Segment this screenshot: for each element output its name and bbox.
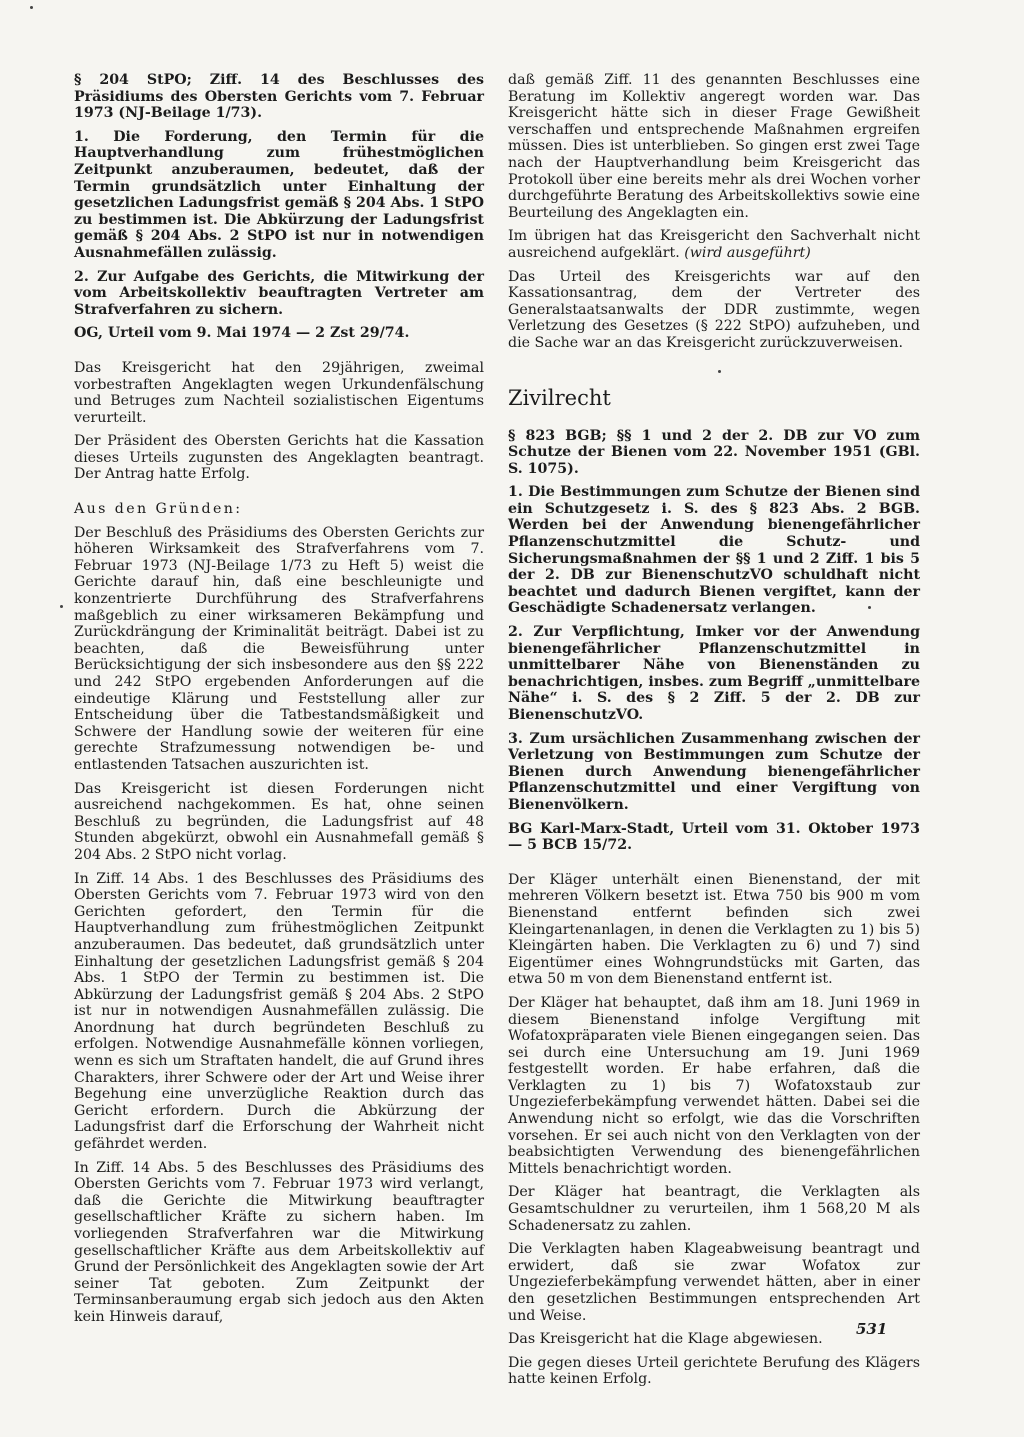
- body-paragraph: Die gegen dieses Urteil gerichtete Berufung des Klägers hatte keinen Erfolg.: [508, 1354, 920, 1388]
- headnote-1: 1. Die Forderung, den Termin für die Hauptverhandlung zum frühestmöglichen Zeitpunkt anzuberaumen, bedeutet, daß der Termin grundsätzlich unter Einhaltung der gesetzlichen Ladungsfrist gemäß § 204 Abs. 1 StPO zu bestimmen ist. Die Abkürzung der Ladungsfrist gemäß § 204 Abs. 2 StPO ist nur in notwendigen Ausnahmefällen zulässig.: [74, 128, 484, 261]
- scan-speck: [718, 370, 721, 373]
- court-citation: OG, Urteil vom 9. Mai 1974 — 2 Zst 29/74.: [74, 325, 410, 342]
- body-paragraph: [508, 228, 920, 261]
- right-column: [508, 72, 920, 1388]
- body-paragraph: Das Urteil des Kreisgerichts war auf den Kassationsantrag, dem der Vertreter des Generalstaatsanwalts der DDR zustimmte, wegen Verletzung des Gesetzes (§ 222 StPO) aufzuheben, und die Sache war an das Kreisgericht zurückzuverweisen.: [508, 268, 920, 351]
- body-paragraph: In Ziff. 14 Abs. 1 des Beschlusses des Präsidiums des Obersten Gerichts vom 7. Februar 1973 wird von den Gerichten gefordert, den Termin für die Hauptverhandlung zum frühestmöglichen Zeitpunkt anzuberaumen. Das bedeutet, daß grundsätzlich unter Einhaltung der gesetzlichen Ladungsfrist gemäß § 204 Abs. 1 StPO der Termin zu bestimmen ist. Die Abkürzung der Ladungsfrist gemäß § 204 Abs. 2 StPO ist nur in notwendigen Ausnahmefällen zulässig. Die Anordnung hat durch begründeten Beschluß zu erfolgen. Notwendige Ausnahmefälle können vorliegen, wenn es sich um Straftaten handelt, die auf Grund ihres Charakters, ihrer Schwere oder der Art und Weise ihrer Begehung eine unverzügliche Reaktion durch das Gericht erfordern. Durch die Abkürzung der Ladungsfrist darf die Erforschung der Wahrheit nicht gefährdet werden.: [74, 870, 484, 1153]
- scan-speck: [868, 606, 871, 609]
- body-paragraph: daß gemäß Ziff. 11 des genannten Beschlusses eine Beratung im Kollektiv angeregt worden war. Das Kreisgericht hätte sich in dieser Frage Gewißheit verschaffen und entsprechende Maßnahmen ergreifen müssen. Dies ist unterblieben. So gingen erst zwei Tage nach der Hauptverhandlung beim Kreisgericht das Protokoll über eine bereits mehr als drei Wochen vorher durchgeführte Beratung des Arbeitskollektivs sowie eine Beurteilung des Angeklagten ein.: [508, 72, 920, 221]
- body-paragraph: Der Kläger unterhält einen Bienenstand, der mit mehreren Völkern besetzt ist. Etwa 750 bis 900 m vom Bienenstand entfernt befinden sich zwei Kleingartenanlagen, in denen die Verklagten zu 1) bis 5) Kleingärten haben. Die Verklagten zu 6) und 7) sind Eigentümer eines Wohngrundstücks mit Garten, das etwa 50 m von dem Bienenstand entfernt ist.: [508, 871, 920, 988]
- left-column: [74, 72, 484, 1326]
- body-text: Im übrigen hat das Kreisgericht den Sachverhalt nicht ausreichend aufgeklärt.: [508, 228, 920, 261]
- statute-heading: § 823 BGB; §§ 1 und 2 der 2. DB zur VO zum Schutze der Bienen vom 22. November 1951 (GBl. S. 1075).: [508, 427, 920, 477]
- body-paragraph: Der Beschluß des Präsidiums des Obersten Gerichts zur höheren Wirksamkeit des Strafverfahrens vom 7. Februar 1973 (NJ-Beilage 1/73 zu Heft 5) weist die Gerichte darauf hin, daß eine beschleunigte und konzentrierte Durchführung des Strafverfahrens maßgeblich zu einer wirksameren Bekämpfung und Zurückdrängung der Kriminalität beiträgt. Dabei ist zu beachten, daß die Beweisführung unter Berücksichtigung der sich insbesondere aus den §§ 222 und 242 StPO ergebenden Anforderungen auf die eindeutige Klärung und Feststellung aller zur Entscheidung über die Tatbestandsmäßigkeit und Schwere der Handlung sowie der weiteren für eine gerechte Strafzumessung notwendigen be- und entlastenden Tatsachen auszurichten ist.: [74, 524, 484, 773]
- reasons-label: Aus den Gründen:: [74, 501, 243, 518]
- headnote-3: 3. Zum ursächlichen Zusammenhang zwischen der Verletzung von Bestimmungen zum Schutze der Bienen durch Anwendung bienengefährlicher Pflanzenschutzmittel und einer Vergiftung von Bienenvölkern.: [508, 730, 920, 813]
- page-number: 531: [856, 1320, 888, 1338]
- omission-note: (wird ausgeführt): [684, 244, 811, 261]
- body-paragraph: Der Kläger hat beantragt, die Verklagten als Gesamtschuldner zu verurteilen, ihm 1 568,20 M als Schadenersatz zu zahlen.: [508, 1184, 920, 1234]
- headnote-2: 2. Zur Verpflichtung, Imker vor der Anwendung bienengefährlicher Pflanzenschutzmittel in unmittelbarer Nähe von Bienenständen zu benachrichtigen, insbes. zum Begriff „unmittelbare Nähe“ i. S. des § 2 Ziff. 5 der 2. DB zur BienenschutzVO.: [508, 624, 920, 723]
- body-paragraph: Das Kreisgericht hat den 29jährigen, zweimal vorbestraften Angeklagten wegen Urkundenfälschung und Betruges zum Nachteil sozialistischen Eigentums verurteilt.: [74, 359, 484, 426]
- headnote-2: 2. Zur Aufgabe des Gerichts, die Mitwirkung der vom Arbeitskollektiv beauftragten Vertreter am Strafverfahren zu sichern.: [74, 268, 484, 318]
- court-citation: BG Karl-Marx-Stadt, Urteil vom 31. Oktober 1973 — 5 BCB 15/72.: [508, 820, 920, 854]
- body-paragraph: Der Präsident des Obersten Gerichts hat die Kassation dieses Urteils zugunsten des Angeklagten beantragt. Der Antrag hatte Erfolg.: [74, 433, 484, 483]
- body-paragraph: Der Kläger hat behauptet, daß ihm am 18. Juni 1969 in diesem Bienenstand infolge Vergiftung mit Wofatoxpräparaten viele Bienen eingegangen seien. Das sei durch eine Untersuchung am 19. Juni 1969 festgestellt worden. Er habe erfahren, daß die Verklagten zu 1) bis 7) Wofatoxstaub zur Ungezieferbekämpfung verwendet hätten. Dabei sei die Anwendung nicht so erfolgt, wie das die Vorschriften vorsehen. Er sei auch nicht von den Verklagten von der beabsichtigten Verwendung des bienengefährlichen Mittels benachrichtigt worden.: [508, 994, 920, 1177]
- statute-heading: § 204 StPO; Ziff. 14 des Beschlusses des Präsidiums des Obersten Gerichts vom 7. Februar 1973 (NJ-Beilage 1/73).: [74, 72, 484, 122]
- scan-speck: [30, 6, 33, 9]
- body-paragraph: Das Kreisgericht ist diesen Forderungen nicht ausreichend nachgekommen. Es hat, ohne seinen Beschluß zu begründen, die Ladungsfrist auf 48 Stunden abgekürzt, obwohl ein Ausnahmefall gemäß § 204 Abs. 2 StPO nicht vorlag.: [74, 780, 484, 863]
- body-paragraph: Das Kreisgericht hat die Klage abgewiesen.: [508, 1331, 823, 1348]
- body-paragraph: In Ziff. 14 Abs. 5 des Beschlusses des Präsidiums des Obersten Gerichts vom 7. Februar 1973 wird verlangt, daß die Gerichte die Mitwirkung beauftragter gesellschaftlicher Kräfte zu sichern haben. Im vorliegenden Strafverfahren war die Mitwirkung gesellschaftlicher Kräfte aus dem Arbeitskollektiv auf Grund der Persönlichkeit des Angeklagten sowie der Art seiner Tat geboten. Zum Zeitpunkt der Terminsanberaumung ergab sich jedoch aus den Akten kein Hinweis darauf,: [74, 1159, 484, 1325]
- section-title: Zivilrecht: [508, 385, 611, 410]
- headnote-1: 1. Die Bestimmungen zum Schutze der Bienen sind ein Schutzgesetz i. S. des § 823 Abs. 2 BGB. Werden bei der Anwendung bienengefährlicher Pflanzenschutzmittel die Schutz- und Sicherungsmaßnahmen der §§ 1 und 2 Ziff. 1 bis 5 der 2. DB zur BienenschutzVO schuldhaft nicht beachtet und dadurch Bienen vergiftet, kann der Geschädigte Schadenersatz verlangen.: [508, 484, 920, 617]
- body-paragraph: Die Verklagten haben Klageabweisung beantragt und erwidert, daß sie zwar Wofatox zur Ungezieferbekämpfung verwendet hätten, aber in einer den gesetzlichen Bestimmungen entsprechenden Art und Weise.: [508, 1241, 920, 1324]
- scan-speck: [60, 605, 63, 608]
